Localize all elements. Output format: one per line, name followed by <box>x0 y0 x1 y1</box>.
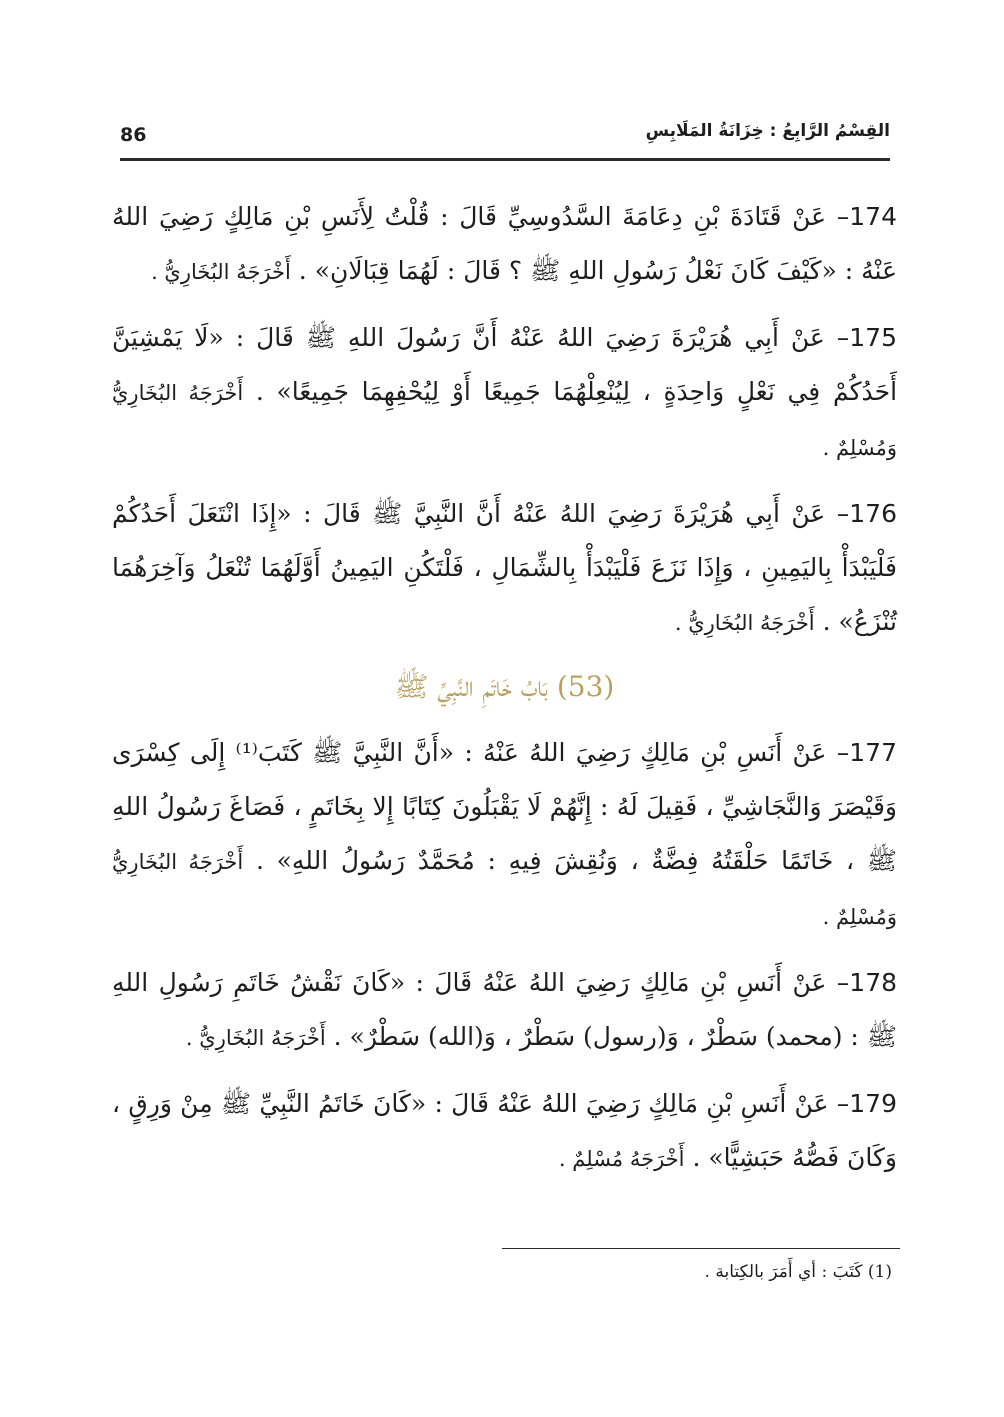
page-number: 86 <box>120 124 147 146</box>
hadith-number: 177– <box>826 738 897 767</box>
hadith-text: عَنْ أَبِي هُرَيْرَةَ رَضِيَ اللهُ عَنْهُ أَنَّ رَسُولَ اللهِ ﷺ قَالَ : «لَا يَمْشِيَنَّ أَحَدُكُمْ فِي نَعْلٍ وَاحِدَةٍ ، لِيُنْعِلْهُمَا جَمِيعًا أَوْ لِيُحْفِهِمَا جَمِيعًا» . <box>112 323 898 406</box>
hadith-source: أَخْرَجَهُ البُخَارِيُّ وَمُسْلِمٌ . <box>112 381 897 460</box>
hadith-175 <box>112 311 897 475</box>
hadith-text: عَنْ أَنَسِ بْنِ مَالِكٍ رَضِيَ اللهُ عَنْهُ قَالَ : «كَانَ نَقْشُ خَاتَمِ رَسُولِ اللهِ ﷺ : (محمد) سَطْرٌ ، وَ(رسول) سَطْرٌ ، وَ(الله) سَطْرٌ» . <box>112 968 897 1051</box>
hadith-number: 179– <box>828 1089 897 1118</box>
hadith-text: عَنْ أَنَسِ بْنِ مَالِكٍ رَضِيَ اللهُ عَنْهُ قَالَ : «كَانَ خَاتَمُ النَّبِيِّ ﷺ مِنْ وَرِقٍ ، وَكَانَ فَصُّهُ حَبَشِيًّا» . <box>112 1089 897 1172</box>
hadith-176 <box>112 487 897 650</box>
hadith-number: 176– <box>825 499 897 528</box>
footnote: (1) كَتَبَ : أي أَمَرَ بالكِتابة . <box>704 1262 892 1282</box>
hadith-text: عَنْ قَتَادَةَ بْنِ دِعَامَةَ السَّدُوسِيِّ قَالَ : قُلْتُ لِأَنَسِ بْنِ مَالِكٍ رَضِيَ اللهُ عَنْهُ : «كَيْفَ كَانَ نَعْلُ رَسُولِ اللهِ ﷺ ؟ قَالَ : لَهُمَا قِبَالَانِ» . <box>112 202 897 285</box>
hadith-number: 178– <box>826 968 898 997</box>
hadith-178 <box>112 956 897 1065</box>
hadith-source: أَخْرَجَهُ البُخَارِيُّ وَمُسْلِمٌ . <box>112 850 897 929</box>
hadith-source: أَخْرَجَهُ البُخَارِيُّ . <box>185 1026 326 1050</box>
main-text <box>112 190 897 1198</box>
hadith-source: أَخْرَجَهُ مُسْلِمٌ . <box>558 1147 685 1171</box>
chapter-heading: (53) بَابُ خَاتَمِ النَّبِيِّ ﷺ <box>394 670 615 703</box>
hadith-source: أَخْرَجَهُ البُخَارِيُّ . <box>151 260 291 284</box>
hadith-text: عَنْ أَبِي هُرَيْرَةَ رَضِيَ اللهُ عَنْهُ أَنَّ النَّبِيَّ ﷺ قَالَ : «إِذَا انْتَعَلَ أَحَدُكُمْ فَلْيَبْدَأْ بِاليَمِينِ ، وَإِذَا نَزَعَ فَلْيَبْدَأْ بِالشِّمَالِ ، فَلْتَكُنِ اليَمِينُ أَوَّلَهُمَا تُنْعَلُ وَآخِرَهُمَا تُنْزَعُ» . <box>112 499 897 636</box>
running-title: القِسْمُ الرَّابِعُ : خِزَانَةُ المَلَابِسِ <box>645 121 890 141</box>
hadith-text: عَنْ أَنَسِ بْنِ مَالِكٍ رَضِيَ اللهُ عَنْهُ : «أَنَّ النَّبِيَّ ﷺ كَتَبَ⁽¹⁾ إِلَى كِسْرَى وَقَيْصَرَ وَالنَّجَاشِيِّ ، فَقِيلَ لَهُ : إِنَّهُمْ لَا يَقْبَلُونَ كِتَابًا إِلا بِخَاتَمٍ ، فَصَاغَ رَسُولُ اللهِ ﷺ ، خَاتَمًا حَلْقَتُهُ فِضَّةٌ ، وَنُقِشَ فِيهِ : مُحَمَّدٌ رَسُولُ اللهِ» . <box>112 738 898 875</box>
hadith-174 <box>112 190 897 299</box>
hadith-source: أَخْرَجَهُ البُخَارِيُّ . <box>674 611 815 635</box>
hadith-number: 175– <box>824 323 897 352</box>
hadith-179 <box>112 1077 897 1186</box>
footnote-divider <box>502 1248 900 1249</box>
page-header <box>120 118 890 161</box>
hadith-number: 174– <box>826 202 897 231</box>
hadith-177 <box>112 726 897 944</box>
